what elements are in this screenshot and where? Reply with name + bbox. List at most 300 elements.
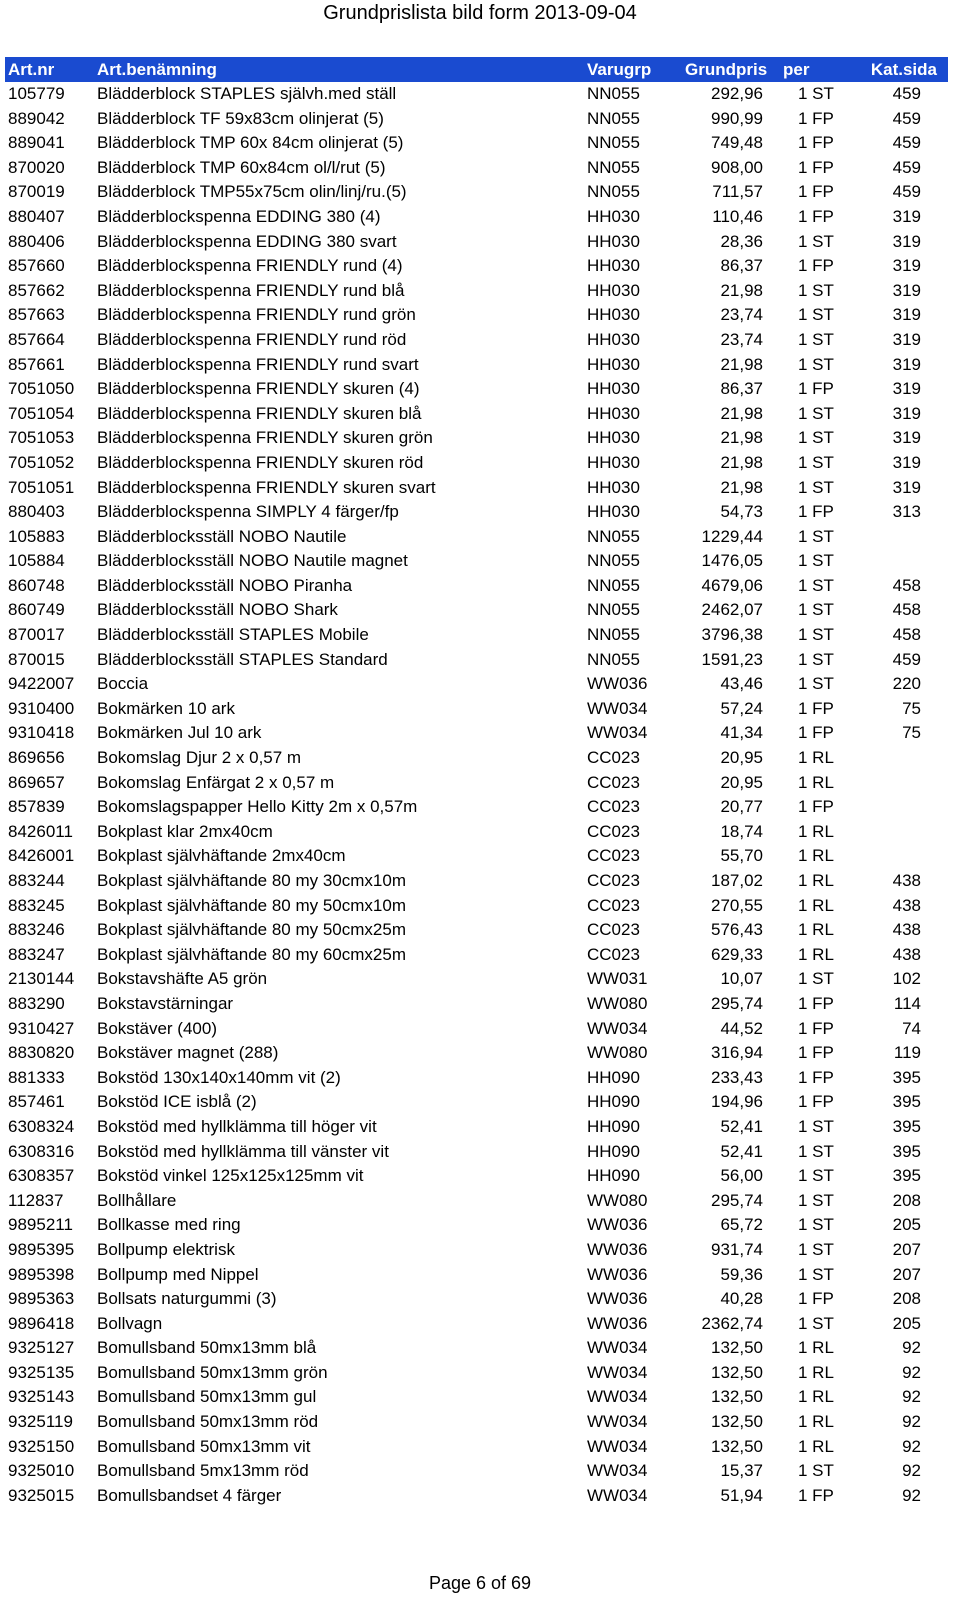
table-row bbox=[5, 869, 948, 894]
cell-art-benamning: Bokstäver magnet (288) bbox=[97, 1043, 279, 1063]
cell-art-benamning: Blädderblocksställ STAPLES Standard bbox=[97, 649, 388, 669]
cell-varugrp: CC023 bbox=[587, 944, 640, 964]
cell-art-nr: 9422007 bbox=[8, 674, 75, 694]
table-row bbox=[5, 1263, 948, 1288]
table-row bbox=[5, 377, 948, 402]
cell-art-benamning: Blädderblockspenna FRIENDLY skuren svart bbox=[97, 477, 436, 497]
cell-per: 1 ST bbox=[798, 231, 834, 251]
cell-art-nr: 860748 bbox=[8, 575, 65, 595]
cell-art-nr: 8426011 bbox=[8, 821, 73, 841]
table-row bbox=[5, 279, 948, 304]
cell-grundpris: 54,73 bbox=[720, 502, 763, 522]
cell-art-benamning: Bollpump med Nippel bbox=[97, 1264, 259, 1284]
table-row bbox=[5, 1287, 948, 1312]
cell-art-nr: 857661 bbox=[8, 354, 65, 374]
cell-kat-sida: 458 bbox=[892, 625, 921, 645]
cell-art-benamning: Blädderblockspenna FRIENDLY rund blå bbox=[97, 280, 405, 300]
table-row bbox=[5, 107, 948, 132]
cell-grundpris: 23,74 bbox=[720, 329, 763, 349]
table-row bbox=[5, 131, 948, 156]
cell-art-nr: 7051051 bbox=[8, 477, 75, 497]
cell-kat-sida: 92 bbox=[902, 1387, 921, 1407]
table-row bbox=[5, 992, 948, 1017]
table-row bbox=[5, 500, 948, 525]
cell-art-benamning: Bollkasse med ring bbox=[97, 1215, 241, 1235]
cell-art-nr: 7051053 bbox=[8, 428, 75, 448]
cell-art-benamning: Bokomslag Enfärgat 2 x 0,57 m bbox=[97, 772, 335, 792]
cell-art-benamning: Bollvagn bbox=[97, 1313, 163, 1333]
cell-per: 1 ST bbox=[798, 1190, 834, 1210]
cell-per: 1 ST bbox=[798, 1264, 834, 1284]
cell-per: 1 ST bbox=[798, 452, 834, 472]
cell-per: 1 ST bbox=[798, 526, 834, 546]
cell-per: 1 FP bbox=[798, 1485, 834, 1505]
cell-per: 1 RL bbox=[798, 1412, 834, 1432]
cell-varugrp: NN055 bbox=[587, 625, 640, 645]
cell-per: 1 FP bbox=[798, 157, 834, 177]
cell-varugrp: HH090 bbox=[587, 1092, 640, 1112]
cell-art-benamning: Bokplast självhäftande 80 my 50cmx10m bbox=[97, 895, 406, 915]
cell-varugrp: CC023 bbox=[587, 846, 640, 866]
table-row bbox=[5, 328, 948, 353]
cell-per: 1 ST bbox=[798, 1239, 834, 1259]
cell-kat-sida: 459 bbox=[892, 649, 921, 669]
table-row bbox=[5, 230, 948, 255]
cell-per: 1 ST bbox=[798, 84, 834, 103]
cell-art-benamning: Bomullsband 50mx13mm vit bbox=[97, 1436, 311, 1456]
cell-varugrp: WW034 bbox=[587, 1436, 648, 1456]
table-row bbox=[5, 672, 948, 697]
cell-kat-sida: 207 bbox=[892, 1239, 921, 1259]
table-row bbox=[5, 180, 948, 205]
table-row bbox=[5, 205, 948, 230]
cell-art-benamning: Bollsats naturgummi (3) bbox=[97, 1289, 277, 1309]
cell-grundpris: 194,96 bbox=[711, 1092, 763, 1112]
cell-per: 1 FP bbox=[798, 379, 834, 399]
cell-kat-sida: 92 bbox=[902, 1436, 921, 1456]
cell-grundpris: 41,34 bbox=[720, 723, 763, 743]
cell-varugrp: NN055 bbox=[587, 526, 640, 546]
cell-art-nr: 9325119 bbox=[8, 1412, 73, 1432]
table-row bbox=[5, 1484, 948, 1509]
cell-varugrp: HH030 bbox=[587, 305, 640, 325]
cell-grundpris: 20,95 bbox=[720, 748, 763, 768]
cell-kat-sida: 458 bbox=[892, 575, 921, 595]
table-row bbox=[5, 402, 948, 427]
cell-varugrp: HH030 bbox=[587, 452, 640, 472]
cell-art-benamning: Bokplast självhäftande 80 my 60cmx25m bbox=[97, 944, 406, 964]
cell-kat-sida: 319 bbox=[892, 305, 921, 325]
cell-per: 1 RL bbox=[798, 846, 834, 866]
cell-grundpris: 21,98 bbox=[720, 280, 763, 300]
cell-art-benamning: Blädderblocksställ NOBO Shark bbox=[97, 600, 338, 620]
cell-grundpris: 187,02 bbox=[711, 871, 763, 890]
cell-grundpris: 59,36 bbox=[720, 1264, 763, 1284]
cell-art-nr: 9325150 bbox=[8, 1436, 75, 1456]
cell-varugrp: HH090 bbox=[587, 1166, 640, 1186]
cell-varugrp: CC023 bbox=[587, 871, 640, 890]
cell-art-benamning: Bokmärken 10 ark bbox=[97, 698, 235, 718]
cell-kat-sida: 459 bbox=[892, 133, 921, 153]
cell-grundpris: 270,55 bbox=[711, 895, 763, 915]
table-row bbox=[5, 795, 948, 820]
cell-art-benamning: Boccia bbox=[97, 674, 149, 694]
cell-varugrp: HH030 bbox=[587, 206, 640, 226]
cell-art-benamning: Bokomslagspapper Hello Kitty 2m x 0,57m bbox=[97, 797, 418, 817]
cell-per: 1 ST bbox=[798, 1313, 834, 1333]
cell-kat-sida: 92 bbox=[902, 1485, 921, 1505]
cell-kat-sida: 119 bbox=[893, 1043, 921, 1063]
table-row bbox=[5, 1385, 948, 1410]
cell-art-nr: 9325015 bbox=[8, 1485, 75, 1505]
table-row bbox=[5, 1066, 948, 1091]
table-row bbox=[5, 1090, 948, 1115]
cell-art-benamning: Bokstöd med hyllklämma till höger vit bbox=[97, 1116, 377, 1136]
cell-per: 1 FP bbox=[798, 256, 834, 276]
cell-grundpris: 132,50 bbox=[711, 1362, 763, 1382]
cell-art-benamning: Bokstöd vinkel 125x125x125mm vit bbox=[97, 1166, 364, 1186]
cell-art-nr: 9896418 bbox=[8, 1313, 75, 1333]
cell-kat-sida: 205 bbox=[892, 1215, 921, 1235]
cell-art-nr: 889041 bbox=[8, 133, 65, 153]
cell-art-benamning: Bokmärken Jul 10 ark bbox=[97, 723, 262, 743]
cell-varugrp: HH090 bbox=[587, 1141, 640, 1161]
cell-varugrp: WW036 bbox=[587, 674, 648, 694]
table-row bbox=[5, 598, 948, 623]
cell-art-nr: 857660 bbox=[8, 256, 65, 276]
cell-grundpris: 931,74 bbox=[711, 1239, 763, 1259]
cell-art-nr: 9310400 bbox=[8, 698, 75, 718]
column-header-art-nr: Art.nr bbox=[8, 60, 55, 79]
cell-per: 1 FP bbox=[798, 1018, 834, 1038]
cell-art-benamning: Blädderblocksställ NOBO Nautile bbox=[97, 526, 347, 546]
cell-grundpris: 295,74 bbox=[711, 1190, 763, 1210]
cell-art-nr: 870020 bbox=[8, 157, 65, 177]
cell-per: 1 ST bbox=[798, 551, 834, 571]
cell-varugrp: HH030 bbox=[587, 502, 640, 522]
cell-kat-sida: 319 bbox=[892, 477, 921, 497]
cell-varugrp: CC023 bbox=[587, 920, 640, 940]
cell-per: 1 FP bbox=[798, 797, 834, 817]
cell-per: 1 FP bbox=[798, 108, 834, 128]
cell-varugrp: NN055 bbox=[587, 575, 640, 595]
cell-art-benamning: Blädderblockspenna FRIENDLY rund grön bbox=[97, 305, 416, 325]
cell-kat-sida: 319 bbox=[892, 428, 921, 448]
cell-art-benamning: Bokstöd 130x140x140mm vit (2) bbox=[97, 1067, 341, 1087]
cell-per: 1 ST bbox=[798, 477, 834, 497]
cell-grundpris: 132,50 bbox=[711, 1387, 763, 1407]
table-row bbox=[5, 820, 948, 845]
cell-grundpris: 65,72 bbox=[720, 1215, 763, 1235]
cell-kat-sida: 319 bbox=[892, 280, 921, 300]
cell-art-nr: 9325135 bbox=[8, 1362, 75, 1382]
cell-kat-sida: 319 bbox=[892, 231, 921, 251]
cell-art-nr: 9895363 bbox=[8, 1289, 75, 1309]
table-row bbox=[5, 771, 948, 796]
cell-art-nr: 9895395 bbox=[8, 1239, 75, 1259]
cell-per: 1 RL bbox=[798, 944, 834, 964]
table-row bbox=[5, 1336, 948, 1361]
cell-grundpris: 21,98 bbox=[720, 403, 763, 423]
cell-grundpris: 40,28 bbox=[720, 1289, 763, 1309]
cell-art-benamning: Bokstöd med hyllklämma till vänster vit bbox=[97, 1141, 389, 1161]
cell-art-nr: 6308324 bbox=[8, 1116, 75, 1136]
cell-grundpris: 52,41 bbox=[720, 1116, 763, 1136]
cell-art-benamning: Blädderblockspenna SIMPLY 4 färger/fp bbox=[97, 502, 399, 522]
cell-kat-sida: 102 bbox=[892, 969, 921, 989]
cell-varugrp: WW031 bbox=[587, 969, 648, 989]
table-row bbox=[5, 1361, 948, 1386]
table-row bbox=[5, 549, 948, 574]
cell-varugrp: NN055 bbox=[587, 157, 640, 177]
table-row bbox=[5, 697, 948, 722]
cell-varugrp: WW034 bbox=[587, 1338, 648, 1358]
cell-per: 1 FP bbox=[798, 133, 834, 153]
cell-grundpris: 21,98 bbox=[720, 354, 763, 374]
cell-art-nr: 857664 bbox=[8, 329, 65, 349]
cell-art-nr: 857663 bbox=[8, 305, 65, 325]
cell-per: 1 FP bbox=[798, 1092, 834, 1112]
cell-kat-sida: 92 bbox=[902, 1461, 921, 1481]
cell-varugrp: CC023 bbox=[587, 821, 640, 841]
table-row bbox=[5, 525, 948, 550]
cell-grundpris: 1591,23 bbox=[701, 649, 763, 669]
cell-art-nr: 870019 bbox=[8, 182, 65, 202]
cell-grundpris: 132,50 bbox=[711, 1412, 763, 1432]
cell-kat-sida: 313 bbox=[892, 502, 921, 522]
cell-grundpris: 20,95 bbox=[720, 772, 763, 792]
cell-varugrp: WW034 bbox=[587, 1412, 648, 1432]
cell-art-benamning: Bokstäver (400) bbox=[97, 1018, 217, 1038]
table-row bbox=[5, 353, 948, 378]
cell-grundpris: 292,96 bbox=[711, 84, 763, 103]
cell-grundpris: 21,98 bbox=[720, 452, 763, 472]
cell-art-nr: 105883 bbox=[8, 526, 65, 546]
page-number: Page 6 of 69 bbox=[428, 1573, 532, 1593]
cell-per: 1 RL bbox=[798, 1436, 834, 1456]
cell-varugrp: HH090 bbox=[587, 1067, 640, 1087]
cell-art-benamning: Blädderblocksställ STAPLES Mobile bbox=[97, 625, 369, 645]
cell-varugrp: WW036 bbox=[587, 1313, 648, 1333]
cell-varugrp: WW034 bbox=[587, 723, 648, 743]
column-header-art-benamning: Art.benämning bbox=[97, 60, 217, 79]
cell-grundpris: 10,07 bbox=[720, 969, 763, 989]
cell-kat-sida: 319 bbox=[892, 329, 921, 349]
cell-grundpris: 990,99 bbox=[711, 108, 763, 128]
cell-art-nr: 105884 bbox=[8, 551, 65, 571]
cell-kat-sida: 319 bbox=[892, 452, 921, 472]
cell-grundpris: 316,94 bbox=[711, 1043, 763, 1063]
cell-grundpris: 52,41 bbox=[720, 1141, 763, 1161]
cell-grundpris: 56,00 bbox=[720, 1166, 763, 1186]
table-row bbox=[5, 1041, 948, 1066]
table-row bbox=[5, 1435, 948, 1460]
cell-art-benamning: Blädderblock TMP55x75cm olin/linj/ru.(5) bbox=[97, 182, 407, 202]
price-table-body bbox=[5, 82, 948, 1508]
cell-art-benamning: Blädderblockspenna FRIENDLY skuren grön bbox=[97, 428, 433, 448]
table-row bbox=[5, 1164, 948, 1189]
cell-art-nr: 880407 bbox=[8, 206, 65, 226]
cell-art-benamning: Bomullsband 5mx13mm röd bbox=[97, 1461, 309, 1481]
cell-art-nr: 870015 bbox=[8, 649, 65, 669]
table-row bbox=[5, 1238, 948, 1263]
cell-per: 1 ST bbox=[798, 280, 834, 300]
cell-kat-sida: 75 bbox=[902, 723, 921, 743]
cell-varugrp: HH090 bbox=[587, 1116, 640, 1136]
table-row bbox=[5, 967, 948, 992]
cell-varugrp: CC023 bbox=[587, 772, 640, 792]
cell-art-benamning: Bollpump elektrisk bbox=[97, 1239, 235, 1259]
cell-grundpris: 132,50 bbox=[711, 1338, 763, 1358]
cell-kat-sida: 319 bbox=[892, 256, 921, 276]
cell-art-nr: 880406 bbox=[8, 231, 65, 251]
cell-art-benamning: Blädderblock TMP 60x 84cm olinjerat (5) bbox=[97, 133, 404, 153]
table-row bbox=[5, 1017, 948, 1042]
cell-art-benamning: Blädderblockspenna FRIENDLY skuren röd bbox=[97, 452, 424, 472]
table-row bbox=[5, 1459, 948, 1484]
cell-art-benamning: Blädderblock STAPLES självh.med ställ bbox=[97, 84, 397, 103]
column-header-kat-sida: Kat.sida bbox=[870, 60, 937, 79]
cell-art-nr: 6308357 bbox=[8, 1166, 75, 1186]
cell-art-nr: 880403 bbox=[8, 502, 65, 522]
cell-kat-sida: 438 bbox=[892, 871, 921, 890]
cell-varugrp: WW036 bbox=[587, 1239, 648, 1259]
cell-art-benamning: Bollhållare bbox=[97, 1190, 177, 1210]
cell-grundpris: 86,37 bbox=[720, 379, 763, 399]
cell-per: 1 FP bbox=[798, 698, 834, 718]
cell-per: 1 ST bbox=[798, 1461, 834, 1481]
cell-grundpris: 711,57 bbox=[712, 182, 763, 202]
cell-kat-sida: 220 bbox=[892, 674, 921, 694]
cell-kat-sida: 458 bbox=[892, 600, 921, 620]
cell-varugrp: NN055 bbox=[587, 551, 640, 571]
cell-per: 1 FP bbox=[798, 1043, 834, 1063]
cell-per: 1 ST bbox=[798, 575, 834, 595]
cell-varugrp: WW034 bbox=[587, 1018, 648, 1038]
cell-art-benamning: Blädderblockspenna FRIENDLY rund (4) bbox=[97, 256, 403, 276]
cell-art-benamning: Bokomslag Djur 2 x 0,57 m bbox=[97, 748, 302, 768]
cell-art-nr: 857461 bbox=[8, 1092, 65, 1112]
cell-varugrp: HH030 bbox=[587, 379, 640, 399]
cell-varugrp: WW034 bbox=[587, 698, 648, 718]
cell-art-benamning: Blädderblockspenna FRIENDLY rund röd bbox=[97, 329, 407, 349]
cell-art-benamning: Blädderblockspenna FRIENDLY rund svart bbox=[97, 354, 419, 374]
cell-grundpris: 21,98 bbox=[720, 477, 763, 497]
cell-varugrp: WW080 bbox=[587, 1190, 648, 1210]
cell-kat-sida: 395 bbox=[892, 1116, 921, 1136]
cell-art-nr: 112837 bbox=[8, 1190, 64, 1210]
document-title: Grundprislista bild form 2013-09-04 bbox=[323, 2, 637, 24]
cell-art-nr: 9325010 bbox=[8, 1461, 75, 1481]
cell-kat-sida: 75 bbox=[902, 698, 921, 718]
cell-art-benamning: Bokplast självhäftande 2mx40cm bbox=[97, 846, 346, 866]
cell-art-nr: 8830820 bbox=[8, 1043, 75, 1063]
cell-art-benamning: Bokplast klar 2mx40cm bbox=[97, 821, 273, 841]
cell-kat-sida: 319 bbox=[892, 403, 921, 423]
table-header bbox=[5, 57, 948, 82]
table-row bbox=[5, 1115, 948, 1140]
cell-per: 1 ST bbox=[798, 1215, 834, 1235]
cell-varugrp: NN055 bbox=[587, 133, 640, 153]
cell-varugrp: HH030 bbox=[587, 280, 640, 300]
cell-per: 1 ST bbox=[798, 329, 834, 349]
cell-varugrp: NN055 bbox=[587, 108, 640, 128]
cell-grundpris: 110,46 bbox=[712, 206, 763, 226]
cell-grundpris: 57,24 bbox=[720, 698, 763, 718]
cell-varugrp: HH030 bbox=[587, 256, 640, 276]
cell-per: 1 ST bbox=[798, 354, 834, 374]
table-row bbox=[5, 451, 948, 476]
cell-varugrp: HH030 bbox=[587, 329, 640, 349]
cell-grundpris: 3796,38 bbox=[701, 625, 763, 645]
cell-grundpris: 18,74 bbox=[720, 821, 763, 841]
cell-grundpris: 86,37 bbox=[720, 256, 763, 276]
cell-per: 1 FP bbox=[798, 723, 834, 743]
cell-per: 1 ST bbox=[798, 625, 834, 645]
cell-art-benamning: Blädderblockspenna EDDING 380 (4) bbox=[97, 206, 381, 226]
cell-kat-sida: 459 bbox=[892, 108, 921, 128]
cell-kat-sida: 207 bbox=[892, 1264, 921, 1284]
table-row bbox=[5, 1410, 948, 1435]
cell-per: 1 FP bbox=[798, 502, 834, 522]
cell-per: 1 RL bbox=[798, 1338, 834, 1358]
cell-art-benamning: Bomullsband 50mx13mm grön bbox=[97, 1362, 328, 1382]
table-row bbox=[5, 648, 948, 673]
column-header-grundpris: Grundpris bbox=[685, 60, 768, 79]
cell-kat-sida: 395 bbox=[892, 1141, 921, 1161]
column-header-varugrp: Varugrp bbox=[587, 60, 652, 79]
cell-per: 1 RL bbox=[798, 748, 834, 768]
table-row bbox=[5, 1213, 948, 1238]
cell-varugrp: NN055 bbox=[587, 84, 640, 103]
table-row bbox=[5, 746, 948, 771]
cell-art-nr: 9325127 bbox=[8, 1338, 75, 1358]
table-row bbox=[5, 476, 948, 501]
cell-art-nr: 9310427 bbox=[8, 1018, 75, 1038]
cell-per: 1 FP bbox=[798, 206, 834, 226]
table-row bbox=[5, 156, 948, 181]
cell-varugrp: CC023 bbox=[587, 748, 640, 768]
cell-art-benamning: Blädderblockspenna EDDING 380 svart bbox=[97, 231, 397, 251]
cell-art-nr: 883290 bbox=[8, 993, 65, 1013]
cell-grundpris: 44,52 bbox=[720, 1018, 763, 1038]
cell-kat-sida: 74 bbox=[902, 1018, 921, 1038]
cell-kat-sida: 459 bbox=[892, 84, 921, 103]
cell-per: 1 ST bbox=[798, 1166, 834, 1186]
cell-art-benamning: Bokplast självhäftande 80 my 30cmx10m bbox=[97, 871, 406, 890]
cell-varugrp: WW034 bbox=[587, 1461, 648, 1481]
cell-varugrp: WW080 bbox=[587, 1043, 648, 1063]
cell-per: 1 RL bbox=[798, 1362, 834, 1382]
table-row bbox=[5, 918, 948, 943]
cell-per: 1 ST bbox=[798, 1116, 834, 1136]
cell-art-nr: 869657 bbox=[8, 772, 65, 792]
cell-varugrp: CC023 bbox=[587, 895, 640, 915]
cell-art-benamning: Blädderblockspenna FRIENDLY skuren (4) bbox=[97, 379, 420, 399]
cell-art-nr: 6308316 bbox=[8, 1141, 75, 1161]
cell-art-benamning: Bokstavshäfte A5 grön bbox=[97, 969, 268, 989]
cell-per: 1 FP bbox=[798, 182, 834, 202]
cell-kat-sida: 208 bbox=[892, 1190, 921, 1210]
cell-art-benamning: Bomullsband 50mx13mm gul bbox=[97, 1387, 317, 1407]
table-row bbox=[5, 82, 948, 107]
cell-grundpris: 295,74 bbox=[711, 993, 763, 1013]
cell-per: 1 RL bbox=[798, 895, 834, 915]
cell-varugrp: HH030 bbox=[587, 477, 640, 497]
cell-art-benamning: Blädderblocksställ NOBO Piranha bbox=[97, 575, 353, 595]
cell-kat-sida: 92 bbox=[902, 1412, 921, 1432]
cell-per: 1 ST bbox=[798, 428, 834, 448]
